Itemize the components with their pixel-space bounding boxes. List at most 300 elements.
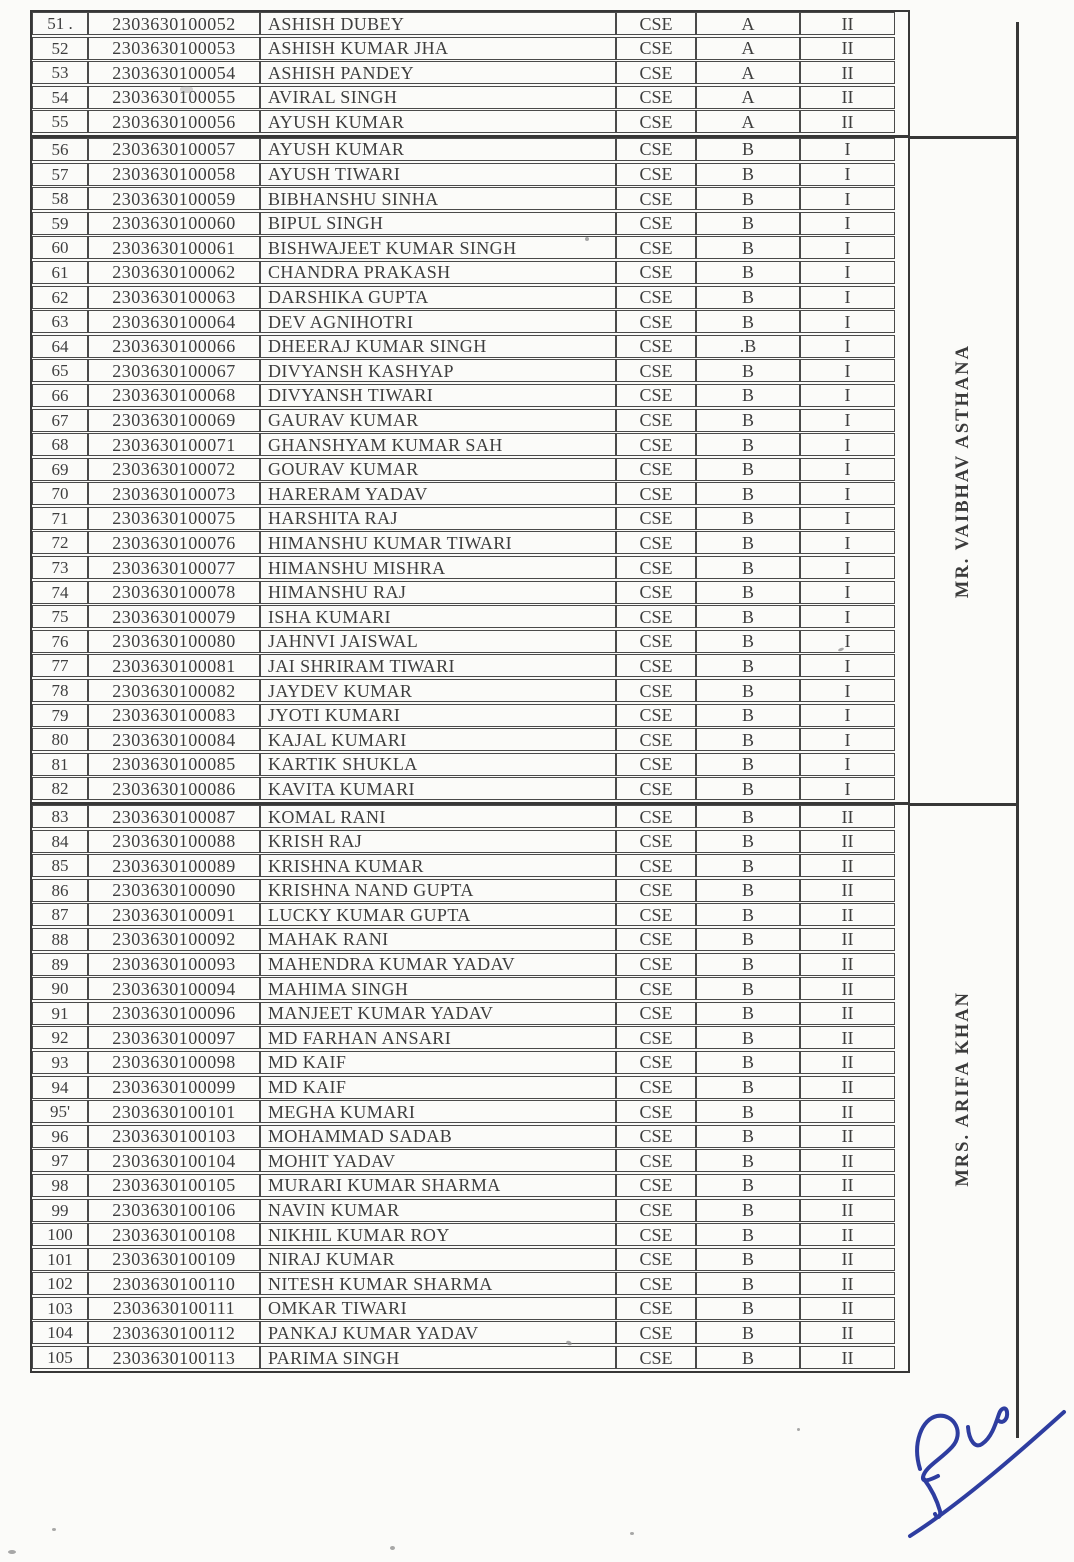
table-row <box>32 953 908 976</box>
student-name-cell: BIBHANSHU SINHA <box>260 187 616 210</box>
group-cell: I <box>800 704 895 727</box>
table-row <box>32 777 908 800</box>
student-name-cell: NITESH KUMAR SHARMA <box>260 1272 616 1295</box>
branch-cell: CSE <box>616 359 696 382</box>
roll-number-cell: 2303630100105 <box>88 1174 260 1197</box>
roll-number-cell: 2303630100059 <box>88 187 260 210</box>
roll-number-cell: 2303630100087 <box>88 805 260 828</box>
section-cell: B <box>696 1272 800 1295</box>
serial-number-cell: 105 <box>32 1346 88 1369</box>
serial-number-cell: 91 <box>32 1002 88 1025</box>
roll-number-cell: 2303630100110 <box>88 1272 260 1295</box>
table-row <box>32 310 908 333</box>
student-name-cell: ASHISH PANDEY <box>260 61 616 84</box>
section-cell: B <box>696 753 800 776</box>
serial-number-cell: 97 <box>32 1149 88 1172</box>
serial-number-cell: 68 <box>32 433 88 456</box>
group-cell: I <box>800 409 895 432</box>
serial-number-cell: 67 <box>32 409 88 432</box>
student-name-cell: JAHNVI JAISWAL <box>260 630 616 653</box>
serial-number-cell: 60 <box>32 236 88 259</box>
section-cell: B <box>696 163 800 186</box>
student-name-cell: MAHIMA SINGH <box>260 977 616 1000</box>
student-name-cell: DEV AGNIHOTRI <box>260 310 616 333</box>
table-row <box>32 830 908 853</box>
student-name-cell: HIMANSHU MISHRA <box>260 556 616 579</box>
scan-speck <box>52 1528 56 1531</box>
roll-number-cell: 2303630100053 <box>88 37 260 60</box>
roll-number-cell: 2303630100055 <box>88 86 260 109</box>
roll-number-cell: 2303630100071 <box>88 433 260 456</box>
roll-number-cell: 2303630100104 <box>88 1149 260 1172</box>
roll-number-cell: 2303630100097 <box>88 1026 260 1049</box>
section-cell: B <box>696 704 800 727</box>
roll-number-cell: 2303630100068 <box>88 384 260 407</box>
mentor-group-zone <box>32 12 908 133</box>
roll-number-cell: 2303630100083 <box>88 704 260 727</box>
table-row <box>32 1174 908 1197</box>
roll-number-cell: 2303630100090 <box>88 879 260 902</box>
table-row <box>32 61 908 84</box>
group-cell: II <box>800 879 895 902</box>
serial-number-cell: 66 <box>32 384 88 407</box>
section-cell: B <box>696 1149 800 1172</box>
group-cell: I <box>800 335 895 358</box>
group-cell: II <box>800 1321 895 1344</box>
section-cell: B <box>696 531 800 554</box>
student-name-cell: KRISH RAJ <box>260 830 616 853</box>
roll-number-cell: 2303630100078 <box>88 581 260 604</box>
table-row <box>32 556 908 579</box>
mentor-cell <box>910 806 1017 1372</box>
mentor-column <box>910 10 1017 1374</box>
student-name-cell: ASHISH KUMAR JHA <box>260 37 616 60</box>
serial-number-cell: 76 <box>32 630 88 653</box>
group-cell: I <box>800 458 895 481</box>
student-name-cell: MANJEET KUMAR YADAV <box>260 1002 616 1025</box>
group-cell: I <box>800 236 895 259</box>
roll-number-cell: 2303630100103 <box>88 1125 260 1148</box>
roll-number-cell: 2303630100086 <box>88 777 260 800</box>
section-cell: B <box>696 777 800 800</box>
serial-number-cell: 77 <box>32 654 88 677</box>
group-cell: II <box>800 1051 895 1074</box>
table-row <box>32 728 908 751</box>
serial-number-cell: 87 <box>32 903 88 926</box>
table-row <box>32 1321 908 1344</box>
table-row <box>32 12 908 35</box>
roll-number-cell: 2303630100064 <box>88 310 260 333</box>
section-cell: B <box>696 581 800 604</box>
table-row <box>32 753 908 776</box>
student-name-cell: KAVITA KUMARI <box>260 777 616 800</box>
signature-stroke <box>878 1383 1074 1562</box>
serial-number-cell: 79 <box>32 704 88 727</box>
table-row <box>32 903 908 926</box>
serial-number-cell: 51 . <box>32 12 88 35</box>
student-name-cell: NIKHIL KUMAR ROY <box>260 1223 616 1246</box>
student-name-cell: ISHA KUMARI <box>260 605 616 628</box>
roll-number-cell: 2303630100088 <box>88 830 260 853</box>
branch-cell: CSE <box>616 138 696 161</box>
roll-number-cell: 2303630100084 <box>88 728 260 751</box>
group-cell: II <box>800 805 895 828</box>
group-cell: I <box>800 187 895 210</box>
group-cell: I <box>800 310 895 333</box>
serial-number-cell: 81 <box>32 753 88 776</box>
table-row <box>32 1149 908 1172</box>
group-cell: I <box>800 212 895 235</box>
student-name-cell: DARSHIKA GUPTA <box>260 286 616 309</box>
mentor-name-label: MRS. ARIFA KHAN <box>953 990 973 1187</box>
branch-cell: CSE <box>616 1248 696 1271</box>
branch-cell: CSE <box>616 581 696 604</box>
group-cell: I <box>800 138 895 161</box>
group-cell: I <box>800 679 895 702</box>
student-name-cell: DIVYANSH TIWARI <box>260 384 616 407</box>
section-cell: A <box>696 12 800 35</box>
student-name-cell: HIMANSHU KUMAR TIWARI <box>260 531 616 554</box>
serial-number-cell: 57 <box>32 163 88 186</box>
roll-number-cell: 2303630100098 <box>88 1051 260 1074</box>
table-row <box>32 854 908 877</box>
student-name-cell: BIPUL SINGH <box>260 212 616 235</box>
section-cell: B <box>696 384 800 407</box>
mentor-group-zone <box>32 802 908 1369</box>
group-cell: II <box>800 1248 895 1271</box>
table-row <box>32 679 908 702</box>
mentor-column-right-rule <box>1016 22 1019 1438</box>
branch-cell: CSE <box>616 1346 696 1369</box>
section-cell: B <box>696 482 800 505</box>
branch-cell: CSE <box>616 163 696 186</box>
roll-number-cell: 2303630100096 <box>88 1002 260 1025</box>
section-cell: B <box>696 1100 800 1123</box>
branch-cell: CSE <box>616 12 696 35</box>
table-row <box>32 605 908 628</box>
roll-number-cell: 2303630100108 <box>88 1223 260 1246</box>
group-cell: II <box>800 1125 895 1148</box>
table-row <box>32 977 908 1000</box>
branch-cell: CSE <box>616 212 696 235</box>
branch-cell: CSE <box>616 830 696 853</box>
branch-cell: CSE <box>616 187 696 210</box>
section-cell: B <box>696 556 800 579</box>
branch-cell: CSE <box>616 1272 696 1295</box>
table-row <box>32 507 908 530</box>
table-row <box>32 654 908 677</box>
group-cell: I <box>800 777 895 800</box>
table-row <box>32 458 908 481</box>
group-cell: II <box>800 1149 895 1172</box>
serial-number-cell: 92 <box>32 1026 88 1049</box>
student-name-cell: PANKAJ KUMAR YADAV <box>260 1321 616 1344</box>
section-cell: B <box>696 310 800 333</box>
group-cell: II <box>800 928 895 951</box>
group-cell: I <box>800 286 895 309</box>
table-row <box>32 187 908 210</box>
group-cell: II <box>800 61 895 84</box>
branch-cell: CSE <box>616 1199 696 1222</box>
serial-number-cell: 99 <box>32 1199 88 1222</box>
roll-number-cell: 2303630100063 <box>88 286 260 309</box>
table-row <box>32 1100 908 1123</box>
section-cell: B <box>696 1174 800 1197</box>
serial-number-cell: 89 <box>32 953 88 976</box>
table-row <box>32 1026 908 1049</box>
group-cell: I <box>800 359 895 382</box>
serial-number-cell: 71 <box>32 507 88 530</box>
branch-cell: CSE <box>616 1002 696 1025</box>
student-name-cell: DHEERAJ KUMAR SINGH <box>260 335 616 358</box>
section-cell: B <box>696 679 800 702</box>
scan-speck <box>180 86 193 93</box>
serial-number-cell: 80 <box>32 728 88 751</box>
serial-number-cell: 104 <box>32 1321 88 1344</box>
group-cell: I <box>800 654 895 677</box>
student-name-cell: NIRAJ KUMAR <box>260 1248 616 1271</box>
roll-number-cell: 2303630100093 <box>88 953 260 976</box>
group-cell: II <box>800 1297 895 1320</box>
section-cell: B <box>696 507 800 530</box>
scan-speck <box>797 1428 800 1431</box>
branch-cell: CSE <box>616 556 696 579</box>
section-cell: A <box>696 86 800 109</box>
student-name-cell: KAJAL KUMARI <box>260 728 616 751</box>
serial-number-cell: 58 <box>32 187 88 210</box>
roll-number-cell: 2303630100069 <box>88 409 260 432</box>
student-name-cell: AYUSH KUMAR <box>260 110 616 133</box>
table-row <box>32 1051 908 1074</box>
branch-cell: CSE <box>616 482 696 505</box>
section-cell: B <box>696 1248 800 1271</box>
section-cell: B <box>696 728 800 751</box>
roll-number-cell: 2303630100112 <box>88 1321 260 1344</box>
table-row <box>32 86 908 109</box>
serial-number-cell: 84 <box>32 830 88 853</box>
group-cell: I <box>800 605 895 628</box>
student-name-cell: MAHAK RANI <box>260 928 616 951</box>
student-name-cell: JYOTI KUMARI <box>260 704 616 727</box>
student-name-cell: KOMAL RANI <box>260 805 616 828</box>
roll-number-cell: 2303630100085 <box>88 753 260 776</box>
branch-cell: CSE <box>616 37 696 60</box>
branch-cell: CSE <box>616 1051 696 1074</box>
section-cell: B <box>696 212 800 235</box>
roll-number-cell: 2303630100082 <box>88 679 260 702</box>
table-row <box>32 335 908 358</box>
student-name-cell: MURARI KUMAR SHARMA <box>260 1174 616 1197</box>
group-cell: II <box>800 903 895 926</box>
table-row <box>32 1223 908 1246</box>
section-cell: B <box>696 1199 800 1222</box>
roll-number-cell: 2303630100060 <box>88 212 260 235</box>
table-row <box>32 433 908 456</box>
serial-number-cell: 94 <box>32 1076 88 1099</box>
roll-number-cell: 2303630100052 <box>88 12 260 35</box>
table-row <box>32 384 908 407</box>
section-cell: B <box>696 605 800 628</box>
roll-number-cell: 2303630100089 <box>88 854 260 877</box>
roll-number-cell: 2303630100099 <box>88 1076 260 1099</box>
branch-cell: CSE <box>616 1297 696 1320</box>
scan-speck <box>585 237 589 241</box>
branch-cell: CSE <box>616 261 696 284</box>
roll-number-cell: 2303630100058 <box>88 163 260 186</box>
section-cell: B <box>696 854 800 877</box>
serial-number-cell: 100 <box>32 1223 88 1246</box>
roll-number-cell: 2303630100075 <box>88 507 260 530</box>
table-row <box>32 1248 908 1271</box>
roll-number-cell: 2303630100081 <box>88 654 260 677</box>
serial-number-cell: 86 <box>32 879 88 902</box>
serial-number-cell: 98 <box>32 1174 88 1197</box>
branch-cell: CSE <box>616 879 696 902</box>
student-name-cell: JAI SHRIRAM TIWARI <box>260 654 616 677</box>
mentor-cell <box>910 13 1017 136</box>
section-cell: B <box>696 928 800 951</box>
section-cell: B <box>696 1346 800 1369</box>
serial-number-cell: 70 <box>32 482 88 505</box>
student-name-cell: ASHISH DUBEY <box>260 12 616 35</box>
student-name-cell: MD KAIF <box>260 1051 616 1074</box>
branch-cell: CSE <box>616 1223 696 1246</box>
serial-number-cell: 73 <box>32 556 88 579</box>
roll-number-cell: 2303630100113 <box>88 1346 260 1369</box>
table-row <box>32 163 908 186</box>
serial-number-cell: 72 <box>32 531 88 554</box>
section-cell: B <box>696 1026 800 1049</box>
group-cell: II <box>800 110 895 133</box>
serial-number-cell: 55 <box>32 110 88 133</box>
serial-number-cell: 54 <box>32 86 88 109</box>
section-cell: B <box>696 359 800 382</box>
section-cell: B <box>696 903 800 926</box>
branch-cell: CSE <box>616 433 696 456</box>
roll-number-cell: 2303630100077 <box>88 556 260 579</box>
branch-cell: CSE <box>616 310 696 333</box>
section-cell: B <box>696 1125 800 1148</box>
roll-number-cell: 2303630100106 <box>88 1199 260 1222</box>
branch-cell: CSE <box>616 458 696 481</box>
student-name-cell: AYUSH KUMAR <box>260 138 616 161</box>
roll-number-cell: 2303630100111 <box>88 1297 260 1320</box>
branch-cell: CSE <box>616 1149 696 1172</box>
student-name-cell: OMKAR TIWARI <box>260 1297 616 1320</box>
group-cell: II <box>800 37 895 60</box>
student-name-cell: CHANDRA PRAKASH <box>260 261 616 284</box>
student-name-cell: PARIMA SINGH <box>260 1346 616 1369</box>
section-cell: B <box>696 879 800 902</box>
student-name-cell: MD KAIF <box>260 1076 616 1099</box>
branch-cell: CSE <box>616 1026 696 1049</box>
table-row <box>32 805 908 828</box>
group-cell: II <box>800 1174 895 1197</box>
serial-number-cell: 75 <box>32 605 88 628</box>
roll-number-cell: 2303630100091 <box>88 903 260 926</box>
mentor-cell <box>910 139 1017 803</box>
branch-cell: CSE <box>616 728 696 751</box>
serial-number-cell: 103 <box>32 1297 88 1320</box>
group-cell: II <box>800 854 895 877</box>
student-name-cell: JAYDEV KUMAR <box>260 679 616 702</box>
branch-cell: CSE <box>616 384 696 407</box>
section-cell: B <box>696 805 800 828</box>
student-name-cell: KRISHNA KUMAR <box>260 854 616 877</box>
section-cell: B <box>696 953 800 976</box>
branch-cell: CSE <box>616 61 696 84</box>
student-name-cell: BISHWAJEET KUMAR SINGH <box>260 236 616 259</box>
table-row <box>32 1076 908 1099</box>
group-cell: II <box>800 830 895 853</box>
table-row <box>32 1346 908 1369</box>
student-name-cell: MOHIT YADAV <box>260 1149 616 1172</box>
branch-cell: CSE <box>616 854 696 877</box>
branch-cell: CSE <box>616 704 696 727</box>
mentor-name-label: MR. VAIBHAV ASTHANA <box>953 343 973 598</box>
branch-cell: CSE <box>616 236 696 259</box>
group-cell: I <box>800 556 895 579</box>
branch-cell: CSE <box>616 753 696 776</box>
table-row <box>32 1125 908 1148</box>
roll-number-cell: 2303630100066 <box>88 335 260 358</box>
section-cell: B <box>696 654 800 677</box>
section-cell: A <box>696 37 800 60</box>
student-name-cell: AYUSH TIWARI <box>260 163 616 186</box>
roll-number-cell: 2303630100109 <box>88 1248 260 1271</box>
table-row <box>32 138 908 161</box>
roll-number-cell: 2303630100067 <box>88 359 260 382</box>
student-name-cell: NAVIN KUMAR <box>260 1199 616 1222</box>
serial-number-cell: 61 <box>32 261 88 284</box>
serial-number-cell: 95' <box>32 1100 88 1123</box>
branch-cell: CSE <box>616 507 696 530</box>
roll-number-cell: 2303630100079 <box>88 605 260 628</box>
group-cell: I <box>800 507 895 530</box>
section-cell: B <box>696 1321 800 1344</box>
section-cell: B <box>696 1223 800 1246</box>
group-cell: I <box>800 261 895 284</box>
table-row <box>32 879 908 902</box>
student-name-cell: AVIRAL SINGH <box>260 86 616 109</box>
section-cell: A <box>696 110 800 133</box>
branch-cell: CSE <box>616 110 696 133</box>
serial-number-cell: 101 <box>32 1248 88 1271</box>
table-row <box>32 37 908 60</box>
table-row <box>32 212 908 235</box>
table-row <box>32 236 908 259</box>
table-row <box>32 359 908 382</box>
section-cell: B <box>696 458 800 481</box>
branch-cell: CSE <box>616 953 696 976</box>
table-row <box>32 630 908 653</box>
mentor-group-zone <box>32 135 908 800</box>
group-cell: II <box>800 12 895 35</box>
roll-number-cell: 2303630100101 <box>88 1100 260 1123</box>
student-table <box>30 10 910 1373</box>
section-cell: B <box>696 977 800 1000</box>
serial-number-cell: 78 <box>32 679 88 702</box>
branch-cell: CSE <box>616 654 696 677</box>
branch-cell: CSE <box>616 1321 696 1344</box>
section-cell: B <box>696 409 800 432</box>
student-name-cell: KRISHNA NAND GUPTA <box>260 879 616 902</box>
group-cell: I <box>800 384 895 407</box>
branch-cell: CSE <box>616 630 696 653</box>
group-cell: II <box>800 1223 895 1246</box>
student-name-cell: KARTIK SHUKLA <box>260 753 616 776</box>
student-name-cell: MOHAMMAD SADAB <box>260 1125 616 1148</box>
